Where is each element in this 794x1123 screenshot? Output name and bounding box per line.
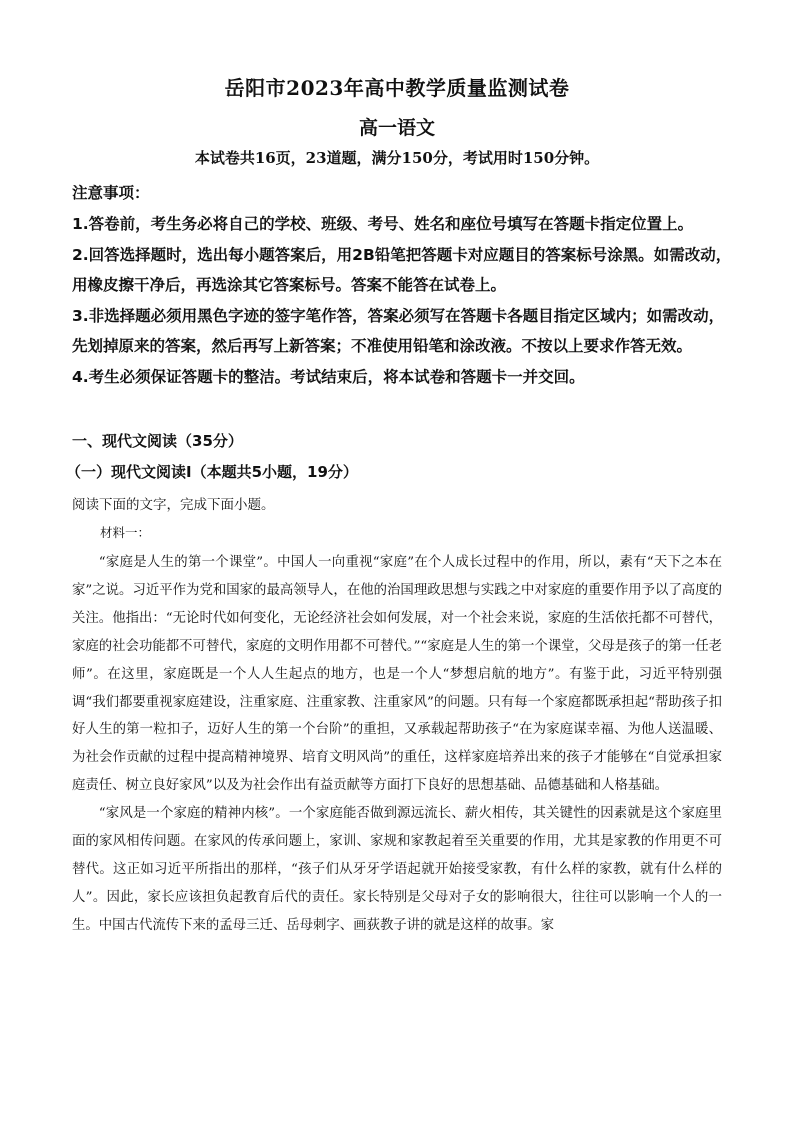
passage-paragraph: “家风是一个家庭的精神内核”。一个家庭能否做到源远流长、薪火相传，其关键性的因素就是这个家庭里面的家风相传问题。在家风的传承问题上，家训、家规和家教起着至关重要的作用，尤其是家教的作用更不可替代。这正如习近平所指出的那样，“孩子们从牙牙学语起就开始接受家教，有什么样的家教，就有什么样的人”。因此，家长应该担负起教育后代的责任。家长特别是父母对子女的影响很大，往往可以影响一个人的一生。中国古代流传下来的孟母三迁、岳母刺字、画荻教子讲的就是这样的故事。家 <box>72 806 722 933</box>
exam-subject: 高一语文 <box>358 117 435 139</box>
notice-list <box>72 209 732 392</box>
material-label: 材料一： <box>100 525 151 540</box>
exam-title: 岳阳市2023年高中教学质量监测试卷 <box>224 76 570 100</box>
notice-item: 1.答卷前，考生务必将自己的学校、班级、考号、姓名和座位号填写在答题卡指定位置上。 <box>72 215 694 233</box>
passage-paragraph: “家庭是人生的第一个课堂”。中国人一向重视“家庭”在个人成长过程中的作用，所以，素有“天下之本在家”之说。习近平作为党和国家的最高领导人，在他的治国理政思想与实践之中对家庭的重要作用予以了高度的关注。他指出：“无论时代如何变化，无论经济社会如何发展，对一个社会来说，家庭的生活依托都不可替代，家庭的社会功能都不可替代，家庭的文明作用都不可替代。”“家庭是人生的第一个课堂，父母是孩子的第一任老师”。在这里，家庭既是一个人人生起点的地方，也是一个人“梦想启航的地方”。有鉴于此，习近平特别强调“我们都要重视家庭建设，注重家庭、注重家教、注重家风”的问题。只有每一个家庭都既承担起“帮助孩子扣好人生的第一粒扣子，迈好人生的第一个台阶”的重担，又承载起帮助孩子“在为家庭谋幸福、为他人送温暖、为社会作贡献的过程中提高精神境界、培育文明风尚”的重任，这样家庭培养出来的孩子才能够在“自觉承担家庭责任、树立良好家风”以及为社会作出有益贡献等方面打下良好的思想基础、品德基础和人格基础。 <box>72 555 722 794</box>
exam-info: 本试卷共16页，23道题，满分150分，考试用时150分钟。 <box>194 149 600 167</box>
reading-instruction: 阅读下面的文字，完成下面小题。 <box>72 497 275 513</box>
notice-item: 3.非选择题必须用黑色字迹的签字笔作答，答案必须写在答题卡各题目指定区域内；如需改动，先划掉原来的答案，然后再写上新答案；不准使用铅笔和涂改液。不按以上要求作答无效。 <box>72 306 725 355</box>
section-subheading: （一）现代文阅读Ⅰ（本题共5小题，19分） <box>66 463 358 481</box>
section-heading: 一、现代文阅读（35分） <box>72 432 243 450</box>
notice-title: 注意事项： <box>72 184 150 202</box>
notice-item: 4.考生必须保证答题卡的整洁。考试结束后，将本试卷和答题卡一并交回。 <box>72 367 585 386</box>
notice-item: 2.回答选择题时，选出每小题答案后，用2B铅笔把答题卡对应题目的答案标号涂黑。如需改动，用橡皮擦干净后，再选涂其它答案标号。答案不能答在试卷上。 <box>72 245 732 294</box>
reading-passage <box>72 549 722 940</box>
